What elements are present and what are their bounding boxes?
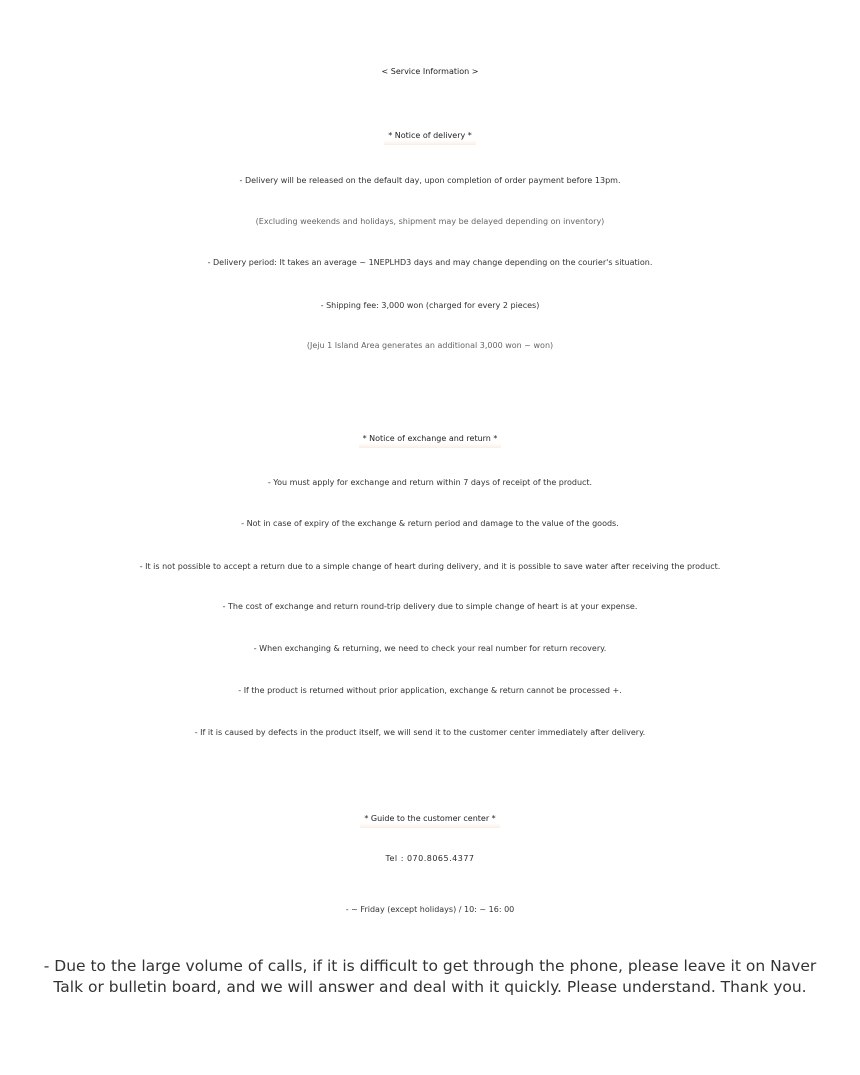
customer-center-note: - Due to the large volume of calls, if it is difficult to get through the phone, please leave it on Naver Talk or bulletin board, and we will answer and deal with it quickly. Please understand. Thank you.	[43, 957, 817, 996]
customer-center-heading-text: * Guide to the customer center *	[360, 812, 499, 828]
delivery-period-line: - Delivery period: It takes an average ~ 1NEPLHD3 days and may change depending on the courier's situation.	[207, 258, 653, 267]
exchange-defects-line: - If it is caused by defects in the product itself, we will send it to the customer center immediately after delivery.	[194, 728, 646, 737]
exchange-notice-heading	[0, 432, 860, 448]
delivery-notice-heading	[0, 129, 860, 145]
jeju-fee-note: (Jeju 1 Island Area generates an additional 3,000 won ~ won)	[306, 341, 554, 350]
customer-center-tel: Tel : 070.8065.4377	[385, 854, 475, 863]
exchange-real-number-line: - When exchanging & returning, we need to check your real number for return recovery.	[253, 644, 607, 653]
service-information-title: < Service Information >	[381, 67, 479, 76]
customer-center-heading	[0, 812, 860, 828]
customer-center-hours: - ~ Friday (except holidays) / 10: ~ 16: 00	[345, 905, 515, 914]
exchange-expiry-line: - Not in case of expiry of the exchange & return period and damage to the value of the goods.	[241, 519, 619, 528]
exchange-change-heart-line: - It is not possible to accept a return due to a simple change of heart during delivery, and it is possible to save water after receiving the product.	[139, 562, 721, 571]
exchange-apply-line: - You must apply for exchange and return within 7 days of receipt of the product.	[267, 478, 593, 487]
delivery-weekend-note: (Excluding weekends and holidays, shipment may be delayed depending on inventory)	[255, 217, 605, 226]
exchange-prior-application-line: - If the product is returned without prior application, exchange & return cannot be processed +.	[238, 686, 622, 695]
delivery-notice-heading-text: * Notice of delivery *	[384, 129, 476, 145]
delivery-release-line: - Delivery will be released on the default day, upon completion of order payment before 13pm.	[239, 176, 621, 185]
exchange-notice-heading-text: * Notice of exchange and return *	[359, 432, 502, 448]
shipping-fee-line: - Shipping fee: 3,000 won (charged for every 2 pieces)	[320, 301, 540, 310]
exchange-cost-line: - The cost of exchange and return round-trip delivery due to simple change of heart is at your expense.	[222, 602, 638, 611]
